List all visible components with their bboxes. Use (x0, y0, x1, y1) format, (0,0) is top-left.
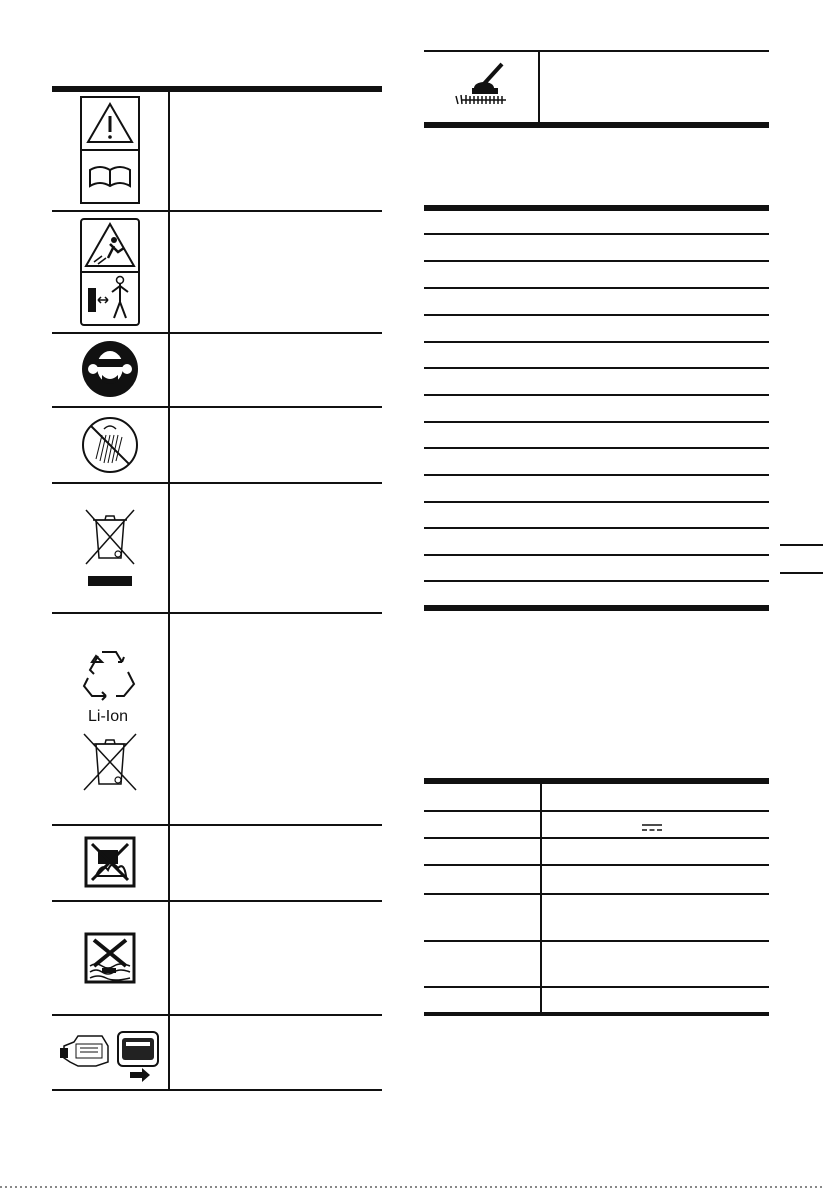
battery-insert-icon (56, 1022, 166, 1084)
spec-row-rule (424, 260, 769, 262)
spec-row-rule (424, 554, 769, 556)
left-row-sep (52, 210, 382, 212)
left-table-bottom-rule (52, 1089, 382, 1091)
spec-row-rule (424, 501, 769, 503)
page-tab-marker-bottom (780, 572, 823, 574)
weee-crossed-bin-icon (78, 508, 142, 588)
left-table-top-rule (52, 86, 382, 92)
left-row-sep (52, 1014, 382, 1016)
page-bottom-edge (0, 1186, 823, 1188)
spec-row-rule (424, 447, 769, 449)
left-row-sep (52, 406, 382, 408)
lower-table-top-rule (424, 778, 769, 784)
no-fire-battery-icon (84, 834, 136, 890)
spec-table-bottom-rule (424, 605, 769, 611)
do-not-expose-to-rain-icon (80, 414, 140, 476)
spec-row-rule (424, 474, 769, 476)
page-tab-marker-top (780, 544, 823, 546)
lower-row-rule (424, 940, 769, 942)
spec-row-rule (424, 421, 769, 423)
left-row-sep (52, 900, 382, 902)
left-row-sep (52, 482, 382, 484)
right-top-box-top-rule (424, 50, 769, 52)
lower-row-rule (424, 864, 769, 866)
spec-row-rule (424, 341, 769, 343)
lower-row-rule (424, 893, 769, 895)
lower-row-rule (424, 837, 769, 839)
spec-row-rule (424, 233, 769, 235)
warning-read-manual-icon (80, 96, 140, 204)
spec-row-rule (424, 580, 769, 582)
spec-row-rule (424, 314, 769, 316)
weee-crossed-bin-icon (78, 732, 142, 794)
left-row-sep (52, 332, 382, 334)
flying-debris-keep-distance-icon (80, 218, 140, 326)
spec-row-rule (424, 287, 769, 289)
left-table-divider (168, 92, 170, 1090)
lower-row-rule (424, 810, 769, 812)
li-ion-recycle-icon (78, 644, 142, 704)
spec-row-rule (424, 527, 769, 529)
brushcutter-ground-icon (448, 60, 512, 110)
right-top-box-bottom-rule (424, 122, 769, 128)
spec-row-rule (424, 394, 769, 396)
li-ion-label: Li-Ion (88, 708, 129, 725)
left-row-sep (52, 612, 382, 614)
spec-table-top-rule (424, 205, 769, 211)
lower-table-bottom-rule (424, 1012, 769, 1016)
lower-row-rule (424, 986, 769, 988)
direct-current-icon (642, 820, 662, 830)
wear-eye-ear-protection-icon (80, 338, 140, 400)
right-top-box-divider (538, 50, 540, 124)
left-row-sep (52, 824, 382, 826)
spec-row-rule (424, 367, 769, 369)
lower-table-divider (540, 784, 542, 1014)
no-water-battery-icon (84, 930, 136, 986)
